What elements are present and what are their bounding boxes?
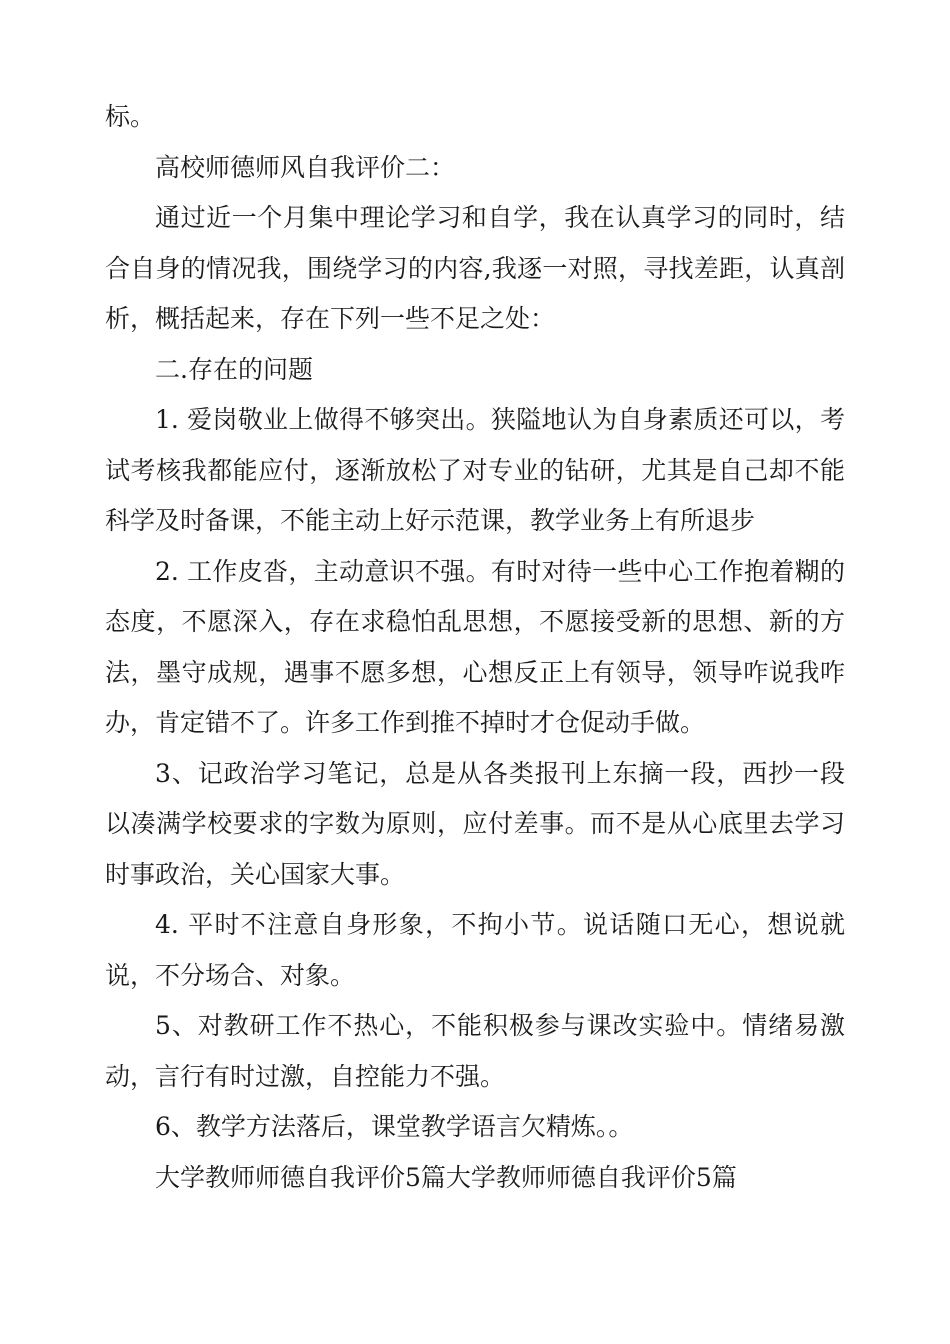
paragraph-continuation: 标。 [105,102,156,131]
list-item: 2. 工作皮沓，主动意识不强。有时对待一些中心工作抱着糊的态度，不愿深入，存在求稳怕乱思想，不愿接受新的思想、新的方法，墨守成规，遇事不愿多想，心想反正上有领导，领导咋说我咋办，肯定错不了。许多工作到推不掉时才仓促动手做。 [105,556,845,737]
list-item: 6、教学方法落后，课堂教学语言欠精炼。。 [155,1112,634,1141]
subsection-heading: 二.存在的问题 [155,354,313,384]
list-item: 3、记政治学习笔记，总是从各类报刊上东摘一段，西抄一段以凑满学校要求的字数为原则，应付差事。而不是从心底里去学习时事政治，关心国家大事。 [105,758,845,889]
section-heading: 高校师德师风自我评价二： [155,152,456,182]
paragraph-intro: 通过近一个月集中理论学习和自学，我在认真学习的同时，结合自身的情况我，围绕学习的内容,我逐一对照，寻找差距，认真剖析，概括起来，存在下列一些不足之处： [105,203,845,333]
list-item: 4. 平时不注意自身形象，不拘小节。说话随口无心，想说就说，不分场合、对象。 [105,910,845,990]
list-item: 1. 爱岗敬业上做得不够突出。狭隘地认为自身素质还可以，考试考核我都能应付，逐渐放松了对专业的钻研，尤其是自己却不能科学及时备课，不能主动上好示范课，教学业务上有所退步 [105,405,845,535]
closing-line: 大学教师师德自我评价5篇大学教师师德自我评价5篇 [155,1162,737,1192]
list-item: 5、对教研工作不热心，不能积极参与课改实验中。情绪易激动，言行有时过激，自控能力不强。 [105,1011,845,1091]
document-body [105,92,845,1203]
